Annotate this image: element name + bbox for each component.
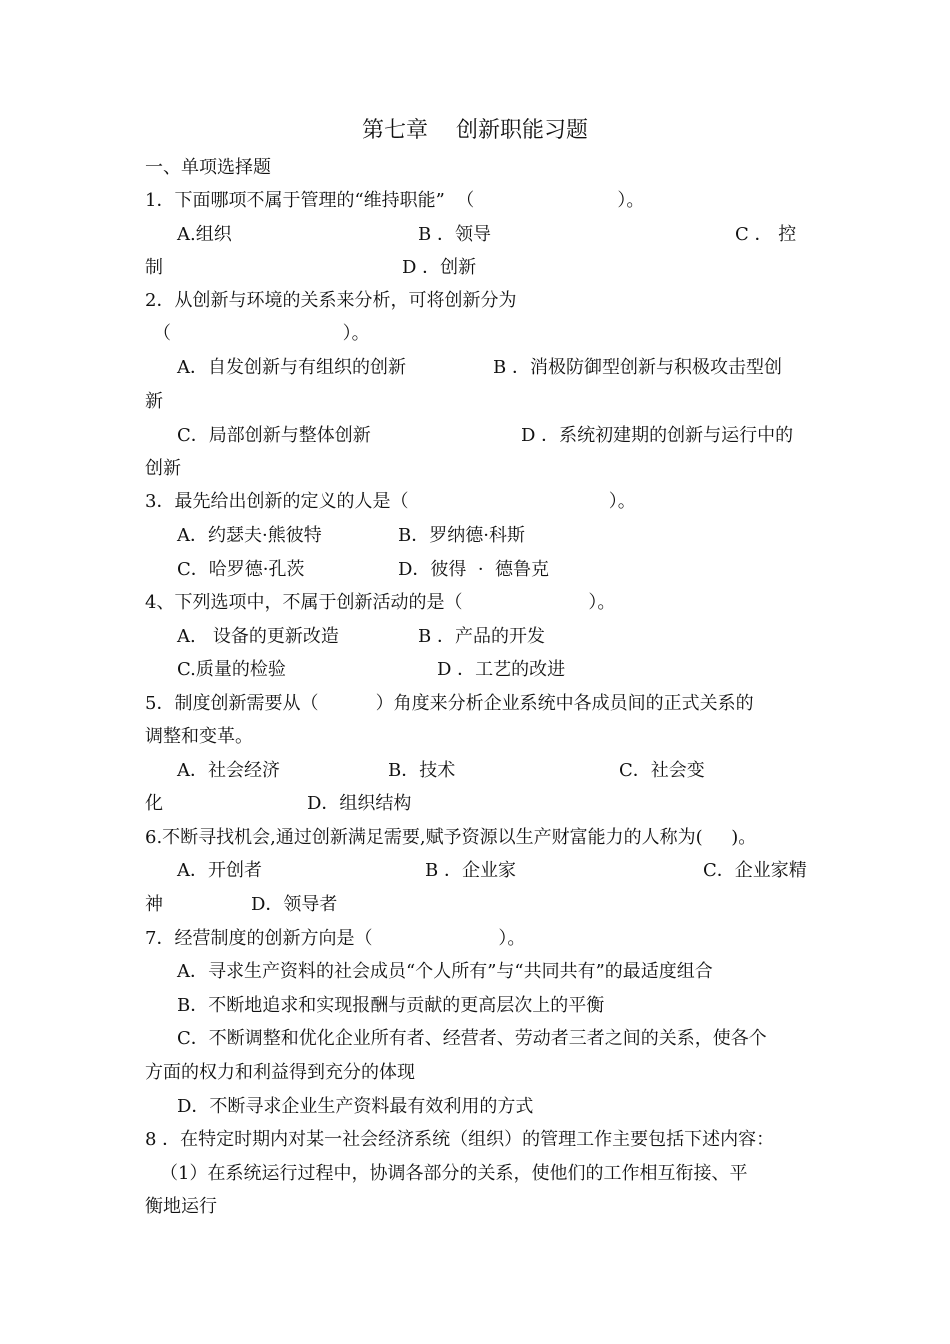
q6-option-c: C．企业家精	[703, 860, 807, 881]
q2-option-c: C．局部创新与整体创新	[177, 425, 371, 446]
q4-option-a: A. 设备的更新改造	[177, 626, 339, 647]
q4-option-d: D ．工艺的改进	[437, 659, 566, 680]
question-3: 3．最先给出创新的定义的人是（ ）。	[145, 491, 636, 512]
q3-option-c: C．哈罗德·孔茨	[177, 559, 305, 580]
q2-option-b-cont: 新	[145, 391, 163, 412]
q7-option-c-cont: 方面的权力和利益得到充分的体现	[145, 1062, 415, 1083]
q2-option-d: D ．系统初建期的创新与运行中的	[521, 425, 794, 446]
q7-option-b: B．不断地追求和实现报酬与贡献的更高层次上的平衡	[177, 995, 605, 1016]
q1-option-a: A.组织	[177, 224, 232, 245]
question-6: 6.不断寻找机会,通过创新满足需要,赋予资源以生产财富能力的人称为( )。	[145, 827, 757, 848]
q5-option-c-cont: 化	[145, 793, 163, 814]
q7-option-d: D．不断寻求企业生产资料最有效利用的方式	[177, 1096, 534, 1117]
question-4: 4、下列选项中，不属于创新活动的是（ ）。	[145, 592, 616, 613]
q5-option-c: C．社会变	[619, 760, 705, 781]
q7-option-c: C．不断调整和优化企业所有者、经营者、劳动者三者之间的关系，使各个	[177, 1028, 767, 1049]
q6-option-d: D．领导者	[251, 894, 338, 915]
q6-option-a: A．开创者	[177, 860, 262, 881]
q5-option-b: B．技术	[388, 760, 456, 781]
chapter-title: 第七章 创新职能习题	[362, 118, 588, 143]
q1-option-c-cont: 制	[145, 257, 163, 278]
q8-item-1: （1）在系统运行过程中，协调各部分的关系，使他们的工作相互衔接、平	[160, 1163, 748, 1184]
q7-option-a: A．寻求生产资料的社会成员“个人所有”与“共同共有”的最适度组合	[177, 961, 713, 982]
question-2: 2．从创新与环境的关系来分析，可将创新分为	[145, 290, 517, 311]
q5-option-a: A．社会经济	[177, 760, 280, 781]
q2-blank: （ ）。	[153, 323, 370, 344]
q4-option-b: B ．产品的开发	[418, 626, 545, 647]
question-5: 5．制度创新需要从（ ）角度来分析企业系统中各成员间的正式关系的	[145, 693, 754, 714]
q5-option-d: D．组织结构	[307, 793, 412, 814]
q6-option-b: B ．企业家	[425, 860, 516, 881]
q1-option-d: D ．创新	[402, 257, 477, 278]
q2-option-a: A．自发创新与有组织的创新	[177, 357, 406, 378]
q1-option-c: C ． 控	[735, 224, 797, 245]
q3-option-d: D．彼得 · 德鲁克	[398, 559, 550, 580]
question-5-cont: 调整和变革。	[145, 726, 253, 747]
q8-item-1-cont: 衡地运行	[145, 1196, 217, 1217]
question-8: 8 ．在特定时期内对某一社会经济系统（组织）的管理工作主要包括下述内容：	[145, 1129, 775, 1150]
q1-option-b: B ．领导	[418, 224, 491, 245]
q4-option-c: C.质量的检验	[177, 659, 286, 680]
question-1: 1．下面哪项不属于管理的“维持职能” （ ）。	[145, 190, 645, 211]
q3-option-a: A．约瑟夫·熊彼特	[177, 525, 322, 546]
q2-option-b: B ．消极防御型创新与积极攻击型创	[493, 357, 782, 378]
q3-option-b: B．罗纳德·科斯	[398, 525, 525, 546]
q2-option-d-cont: 创新	[145, 458, 181, 479]
question-7: 7．经营制度的创新方向是（ ）。	[145, 928, 526, 949]
section-heading: 一、单项选择题	[145, 157, 271, 178]
q6-option-c-cont: 神	[145, 894, 163, 915]
